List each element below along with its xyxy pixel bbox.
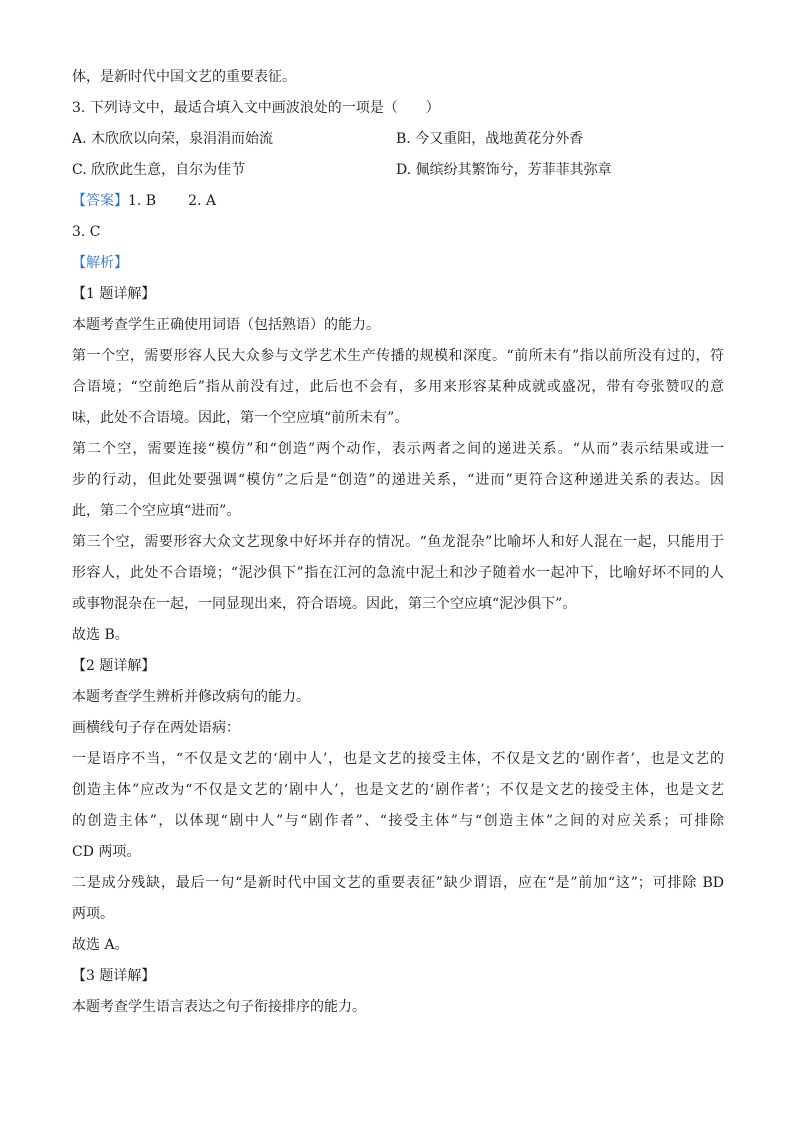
answer-3: 3. C (72, 224, 101, 240)
option-c: C. 欣欣此生意，自尔为佳节 (72, 162, 246, 178)
q2-tag: 【2 题详解】 (72, 658, 156, 674)
option-a: A. 木欣欣以向荣，泉涓涓而始流 (72, 131, 274, 147)
continued-line: 体，是新时代中国文艺的重要表征。 (72, 69, 296, 85)
q1-line: 合语境；“空前绝后”指从前没有过，此后也不会有，多用来形容某种成就或盛况，带有夸张赞叹的意 (72, 379, 724, 395)
answer-tag: 【答案】 (72, 193, 128, 209)
q1-line: 本题考查学生正确使用词语（包括熟语）的能力。 (72, 317, 380, 333)
q3-tag: 【3 题详解】 (72, 968, 156, 984)
answer-2: 2. A (188, 193, 217, 209)
question-3: 3. 下列诗文中，最适合填入文中画波浪处的一项是（ ） (72, 100, 440, 116)
q1-line: 第二个空，需要连接“模仿”和“创造”两个动作，表示两者之间的递进关系。“从而”表示结果或进一 (72, 441, 724, 457)
q2-line: 故选 A。 (72, 937, 129, 953)
q2-line: 二是成分残缺，最后一句“是新时代中国文艺的重要表征”缺少谓语，应在“是”前加“这”；可排除 BD (72, 875, 724, 891)
q1-line: 此，第二个空应填“进而”。 (72, 503, 241, 519)
option-b: B. 今又重阳，战地黄花分外香 (396, 131, 584, 147)
q2-line: 一是语序不当，“不仅是文艺的‘剧中人’，也是文艺的接受主体，不仅是文艺的‘剧作者’，也是文艺的 (72, 751, 724, 767)
answer-line (72, 186, 724, 217)
q1-line: 步的行动，但此处要强调“模仿”之后是“创造”的递进关系，“进而”更符合这种递进关系的表达。因 (72, 472, 724, 488)
q2-line: CD 两项。 (72, 844, 141, 860)
q1-explanation (72, 310, 724, 651)
answer-1: 1. B (128, 193, 157, 209)
q3-explanation (72, 992, 724, 1023)
q1-tag: 【1 题详解】 (72, 286, 156, 302)
q1-line: 第三个空，需要形容大众文艺现象中好坏并存的情况。“鱼龙混杂”比喻坏人和好人混在一起，只能用于 (72, 534, 724, 550)
q2-line: 创造主体”应改为“不仅是文艺的‘剧中人’，也是文艺的‘剧作者’；不仅是文艺的接受主体，也是文艺 (72, 782, 724, 798)
q2-explanation (72, 682, 724, 961)
q1-line: 故选 B。 (72, 627, 129, 643)
options-row-2 (72, 155, 724, 186)
document-page (72, 62, 724, 1023)
q1-line: 第一个空，需要形容人民大众参与文学艺术生产传播的规模和深度。“前所未有”指以前所没有过的，符 (72, 348, 724, 364)
q3-line: 本题考查学生语言表达之句子衔接排序的能力。 (72, 999, 366, 1015)
q2-line: 的创造主体”，以体现“剧中人”与“剧作者”、“接受主体”与“创造主体”之间的对应关系；可排除 (72, 813, 724, 829)
q1-line: 味，此处不合语境。因此，第一个空应填“前所未有”。 (72, 410, 409, 426)
q2-line: 两项。 (72, 906, 114, 922)
options-row-1 (72, 124, 724, 155)
analysis-tag: 【解析】 (72, 255, 128, 271)
q1-line: 形容人，此处不合语境；“泥沙俱下”指在江河的急流中泥土和沙子随着水一起冲下，比喻好坏不同的人 (72, 565, 724, 581)
q2-line: 本题考查学生辨析并修改病句的能力。 (72, 689, 310, 705)
q1-line: 或事物混杂在一起，一同显现出来，符合语境。因此，第三个空应填“泥沙俱下”。 (72, 596, 577, 612)
q2-line: 画横线句子存在两处语病： (72, 720, 240, 736)
option-d: D. 佩缤纷其繁饰兮，芳菲菲其弥章 (396, 162, 612, 178)
